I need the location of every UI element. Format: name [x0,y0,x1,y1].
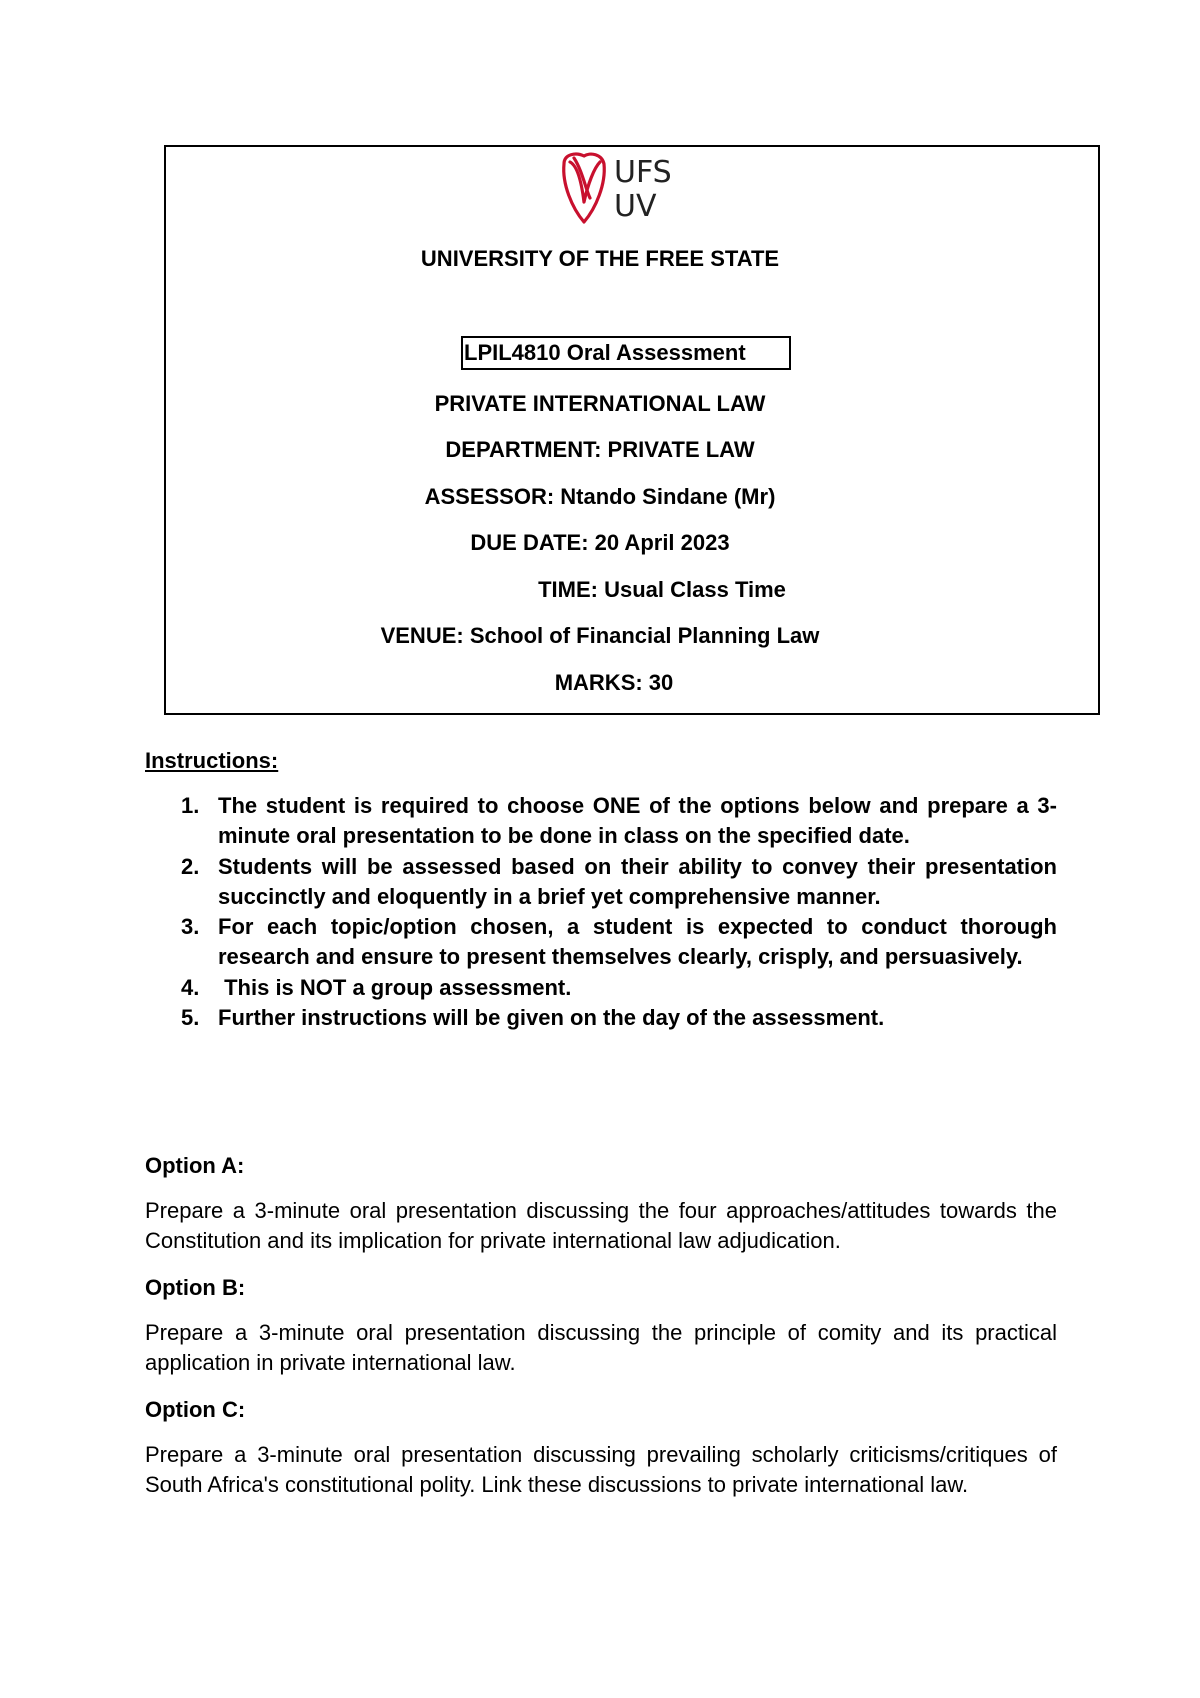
module-name: PRIVATE INTERNATIONAL LAW [434,391,766,416]
instruction-number: 4. [181,974,200,1000]
instructions-list [145,791,1057,1033]
instruction-text: For each topic/option chosen, a student is expected to conduct thorough research and ensure to present themselves clearly, crisply, and persuasively. [218,914,1057,970]
option-c-heading: Option C: [145,1397,246,1422]
university-name: UNIVERSITY OF THE FREE STATE [420,246,780,271]
instruction-text: This is NOT a group assessment. [218,974,572,1000]
instruction-item [145,973,1057,1003]
logo-text-top: UFS [614,155,672,190]
option-a-heading: Option A: [145,1153,245,1178]
logo-text-bottom: UV [614,189,657,224]
instruction-text: Further instructions will be given on the day of the assessment. [218,1005,885,1031]
instruction-item [145,852,1057,913]
department: DEPARTMENT: PRIVATE LAW [445,437,755,462]
option-a-body: Prepare a 3-minute oral presentation discussing the four approaches/attitudes towards the Constitution and its implication for private international law adjudication. [145,1198,1057,1253]
instruction-item [145,791,1057,852]
ufs-logo [556,150,696,226]
instruction-item [145,912,1057,973]
instruction-text: The student is required to choose ONE of the options below and prepare a 3-minute oral presentation to be done in class on the specified date. [218,793,1057,849]
module-code-box: LPIL4810 Oral Assessment [461,336,791,370]
instruction-number: 2. [181,853,200,879]
option-b-heading: Option B: [145,1275,246,1300]
option-b-body: Prepare a 3-minute oral presentation discussing the principle of comity and its practical application in private international law. [145,1320,1057,1375]
due-date: DUE DATE: 20 April 2023 [470,530,730,555]
assessor: ASSESSOR: Ntando Sindane (Mr) [424,484,776,509]
time: TIME: Usual Class Time [538,577,786,602]
instruction-number: 3. [181,914,200,940]
option-c-body: Prepare a 3-minute oral presentation discussing prevailing scholarly criticisms/critiques of South Africa's constitutional polity. Link these discussions to private international law. [145,1442,1057,1497]
instruction-text: Students will be assessed based on their ability to convey their presentation succinctly and eloquently in a brief yet comprehensive manner. [218,853,1057,909]
ufs-shield-icon [564,154,605,222]
marks: MARKS: 30 [554,670,674,695]
instruction-item [145,1003,1057,1033]
instructions-title: Instructions: [145,748,279,773]
instruction-number: 5. [181,1005,200,1031]
instruction-number: 1. [181,793,200,818]
venue: VENUE: School of Financial Planning Law [380,623,820,648]
